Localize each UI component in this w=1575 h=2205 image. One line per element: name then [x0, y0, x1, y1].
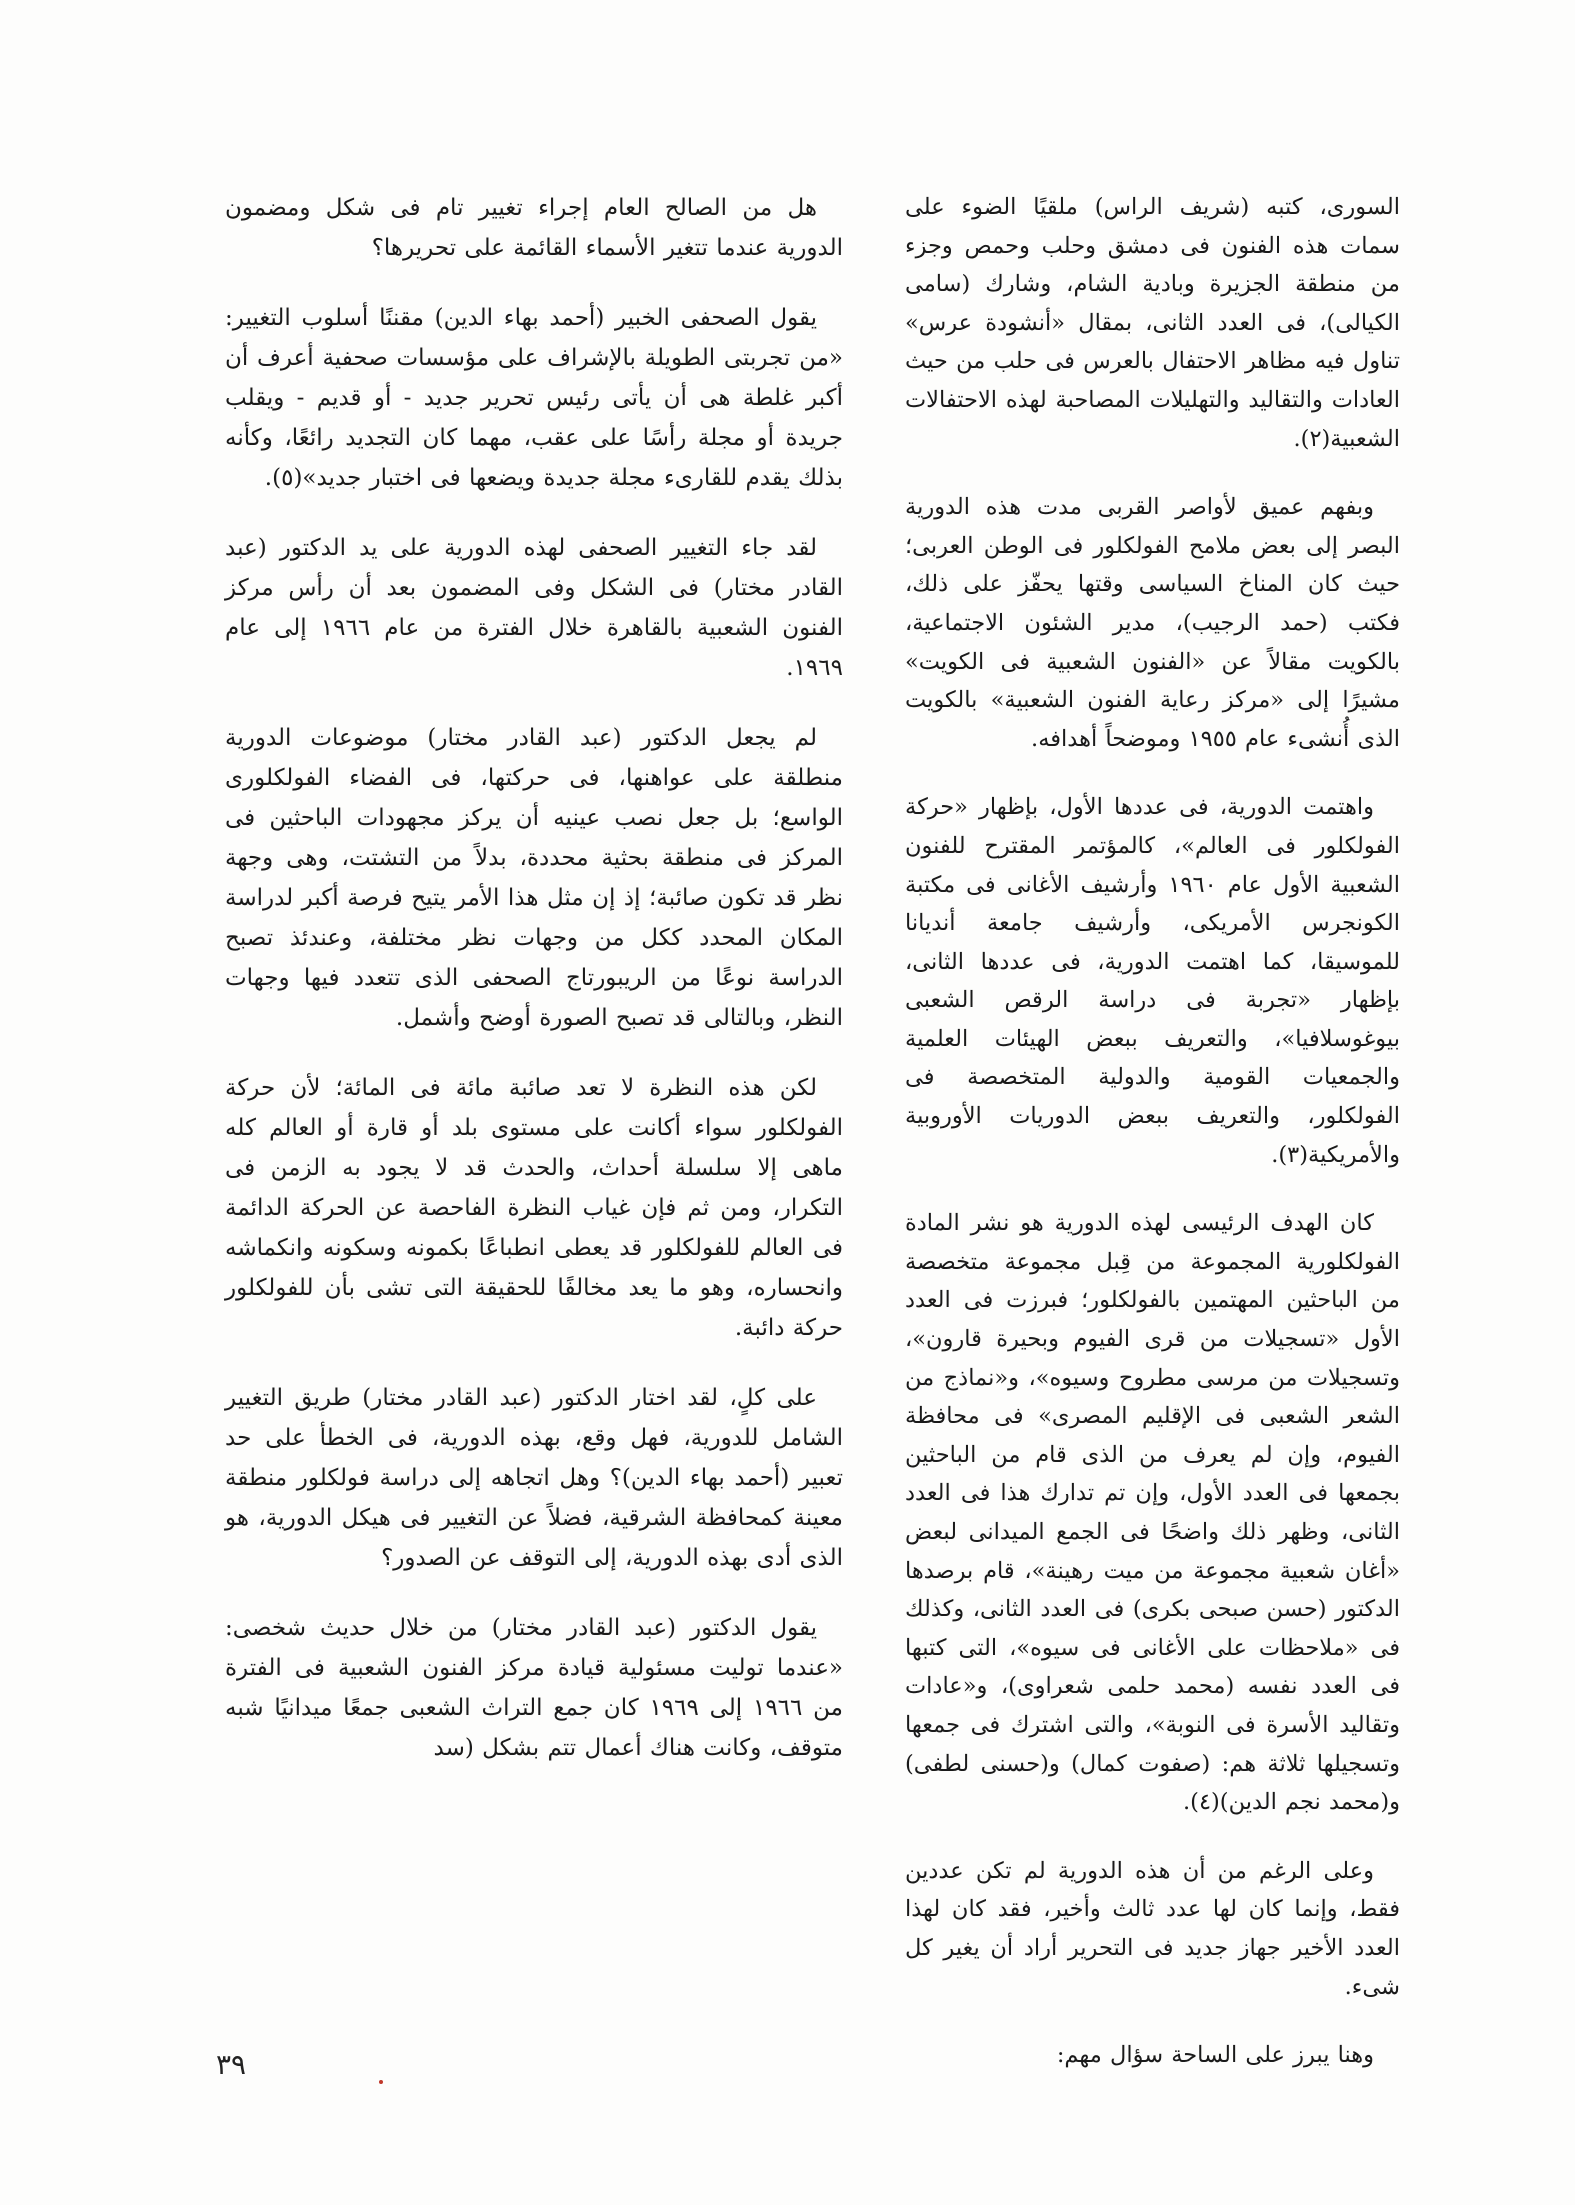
page-number: ٣٩ — [216, 2048, 247, 2081]
paragraph: يقول الصحفى الخبير (أحمد بهاء الدين) مقننًا أسلوب التغيير: «من تجربتى الطويلة بالإشراف على مؤسسات صحفية أعرف أن أكبر غلطة هى أن يأتى رئيس تحرير جديد - أو قديم - ويقلب جريدة أو مجلة رأسًا على عقب، مهما كان التجديد رائعًا، وكأنه بذلك يقدم للقارىء مجلة جديدة ويضعها فى اختبار جديد»(٥). — [225, 305, 843, 491]
paragraph: وبفهم عميق لأواصر القربى مدت هذه الدورية البصر إلى بعض ملامح الفولكلور فى الوطن العربى؛ حيث كان المناخ السياسى وقتها يحفّز على ذلك، فكتب (حمد الرجيب)، مدير الشئون الاجتماعية، بالكويت مقالاً عن «الفنون الشعبية فى الكويت» مشيرًا إلى «مركز رعاية الفنون الشعبية» بالكويت الذى أُنشىء عام ١٩٥٥ وموضحاً أهدافه. — [905, 494, 1400, 752]
paragraph: لكن هذه النظرة لا تعد صائبة مائة فى المائة؛ لأن حركة الفولكلور سواء أكانت على مستوى بلد أو قارة أو العالم كله ماهى إلا سلسلة أحداث، والحدث قد لا يجود به الزمن فى التكرار، ومن ثم فإن غياب النظرة الفاحصة عن الحركة الدائمة فى العالم للفولكلور قد يعطى انطباعًا بكمونه وسكونه وانكماشه وانحساره، وهو ما يعد مخالفًا للحقيقة التى تشى بأن للفولكلور حركة دائبة. — [225, 1075, 843, 1341]
right-column — [905, 188, 1400, 2105]
left-column — [225, 188, 843, 1798]
paragraph: السورى، كتبه (شريف الراس) ملقيًا الضوء على سمات هذه الفنون فى دمشق وحلب وحمص وجزء من منطقة الجزيرة وبادية الشام، وشارك (سامى الكيالى)، فى العدد الثانى، بمقال «أنشودة عرس» تناول فيه مظاهر الاحتفال بالعرس فى حلب من حيث العادات والتقاليد والتهليلات المصاحبة لهذه الاحتفالات الشعبية(٢). — [905, 194, 1400, 452]
print-speck — [379, 2080, 383, 2084]
paragraph: واهتمت الدورية، فى عددها الأول، بإظهار «حركة الفولكلور فى العالم»، كالمؤتمر المقترح للفنون الشعبية الأول عام ١٩٦٠ وأرشيف الأغانى فى مكتبة الكونجرس الأمريكى، وأرشيف جامعة أنديانا للموسيقا، كما اهتمت الدورية، فى عددها الثانى، بإظهار «تجربة فى دراسة الرقص الشعبى بيوغوسلافيا»، والتعريف ببعض الهيئات العلمية والجمعيات القومية والدولية المتخصصة فى الفولكلور، والتعريف ببعض الدوريات الأوروبية والأمريكية(٣). — [905, 794, 1401, 1168]
paragraph: لقد جاء التغيير الصحفى لهذه الدورية على يد الدكتور (عبد القادر مختار) فى الشكل وفى المضمون بعد أن رأس مركز الفنون الشعبية بالقاهرة خلال الفترة من عام ١٩٦٦ إلى عام ١٩٦٩. — [225, 535, 843, 681]
paragraph: هل من الصالح العام إجراء تغيير تام فى شكل ومضمون الدورية عندما تتغير الأسماء القائمة على تحريرها؟ — [225, 195, 843, 261]
paragraph: يقول الدكتور (عبد القادر مختار) من خلال حديث شخصى: «عندما توليت مسئولية قيادة مركز الفنون الشعبية فى الفترة من ١٩٦٦ إلى ١٩٦٩ كان جمع التراث الشعبى جمعًا ميدانيًا شبه متوقف، وكانت هناك أعمال تتم بشكل (سد — [225, 1615, 843, 1761]
paragraph: كان الهدف الرئيسى لهذه الدورية هو نشر المادة الفولكلورية المجموعة من قِبل مجموعة متخصصة من الباحثين المهتمين بالفولكلور؛ فبرزت فى العدد الأول «تسجيلات من قرى الفيوم وبحيرة قارون»، وتسجيلات من مرسى مطروح وسيوه»، و«نماذج من الشعر الشعبى فى الإقليم المصرى» فى محافظة الفيوم، وإن لم يعرف من الذى قام من الباحثين بجمعها فى العدد الأول، وإن تم تدارك هذا فى العدد الثانى، وظهر ذلك واضحًا فى الجمع الميدانى لبعض «أغان شعبية مجموعة من ميت رهينة»، قام برصدها الدكتور (حسن صبحى بكرى) فى العدد الثانى، وكذلك فى «ملاحظات على الأغانى فى سيوه»، التى كتبها فى العدد نفسه (محمد حلمى شعراوى)، و«عادات وتقاليد الأسرة فى النوبة»، والتى اشترك فى جمعها وتسجيلها ثلاثة هم: (صفوت كمال) و(حسنى لطفى) و(محمد نجم الدين)(٤). — [905, 1210, 1400, 1816]
paragraph: على كلٍ، لقد اختار الدكتور (عبد القادر مختار) طريق التغيير الشامل للدورية، فهل وقع، بهذه الدورية، فى الخطأ على حد تعبير (أحمد بهاء الدين)؟ وهل اتجاهه إلى دراسة فولكلور منطقة معينة كمحافظة الشرقية، فضلاً عن التغيير فى هيكل الدورية، هو الذى أدى بهذه الدورية، إلى التوقف عن الصدور؟ — [225, 1385, 843, 1571]
paragraph: لم يجعل الدكتور (عبد القادر مختار) موضوعات الدورية منطلقة على عواهنها، فى حركتها، فى الفضاء الفولكلورى الواسع؛ بل جعل نصب عينيه أن يركز مجهودات الباحثين فى المركز فى منطقة بحثية محددة، بدلاً من التشتت، وهى وجهة نظر قد تكون صائبة؛ إذ إن مثل هذا الأمر يتيح فرصة أكبر لدراسة المكان المحدد ككل من وجهات نظر مختلفة، وعندئذ تصبح الدراسة نوعًا من الريبورتاج الصحفى الذى تتعدد فيها وجهات النظر، وبالتالى قد تصبح الصورة أوضح وأشمل. — [225, 725, 843, 1031]
paragraph: وعلى الرغم من أن هذه الدورية لم تكن عددين فقط، وإنما كان لها عدد ثالث وأخير، فقد كان لهذا العدد الأخير جهاز جديد فى التحرير أراد أن يغير كل شىء. — [905, 1857, 1400, 2000]
paragraph: وهنا يبرز على الساحة سؤال مهم: — [1056, 2042, 1374, 2069]
